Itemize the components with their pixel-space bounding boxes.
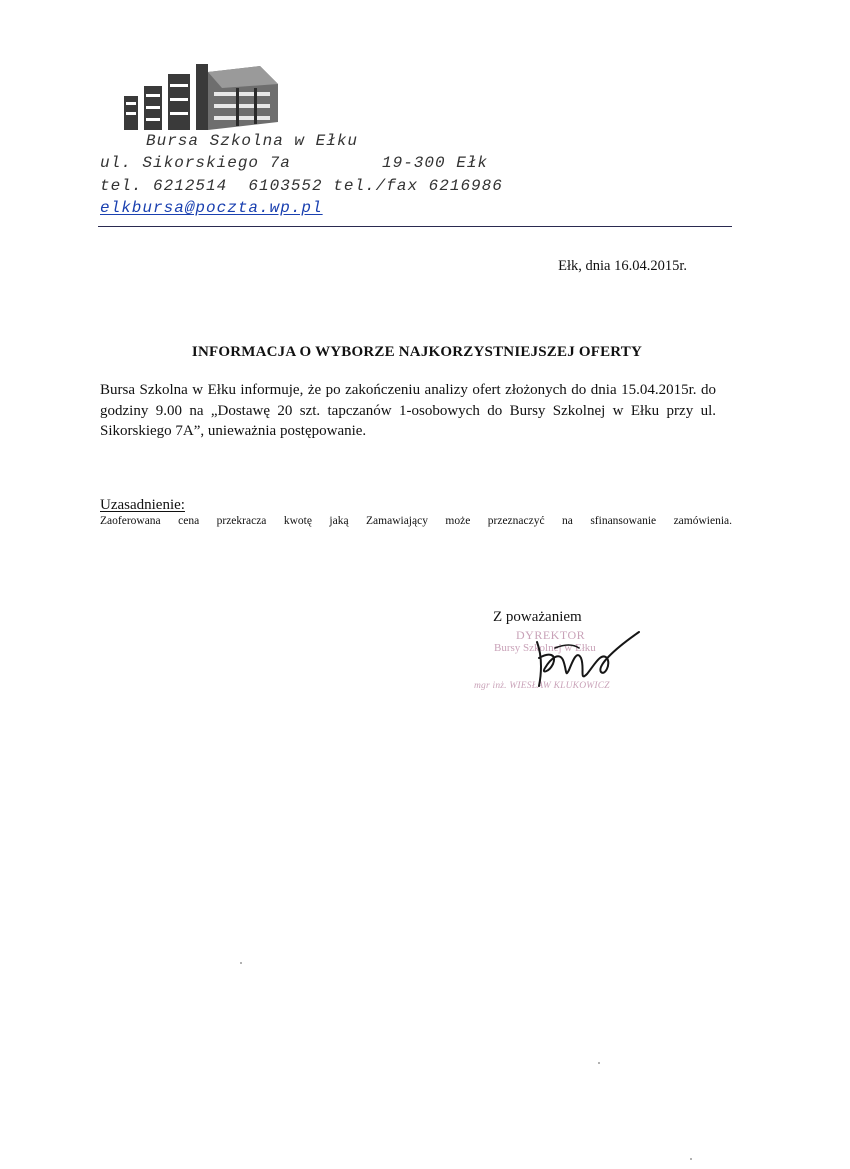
- justification-label: Uzasadnienie:: [100, 497, 185, 513]
- building-logo-icon: [122, 62, 278, 130]
- justification-text: Zaoferowana cena przekracza kwotę jaką Zamawiający może przeznaczyć na sfinansowanie zamówienia.: [100, 515, 732, 527]
- stamp-institution: Bursy Szkolnej w Ełku: [494, 642, 596, 654]
- header-divider: [98, 226, 732, 227]
- stamp-role: DYREKTOR: [516, 628, 586, 642]
- scan-speck: [598, 1062, 600, 1064]
- phone-numbers: tel. 6212514 6103552 tel./fax 6216986: [100, 177, 503, 195]
- document-title: INFORMACJA O WYBORZE NAJKORZYSTNIEJSZEJ OFERTY: [191, 344, 643, 360]
- institution-name: Bursa Szkolna w Ełku: [146, 132, 359, 150]
- scan-speck: [240, 962, 242, 964]
- stamp-name: mgr inż. WIESŁAW KLUKOWICZ: [474, 681, 610, 691]
- body-paragraph: Bursa Szkolna w Ełku informuje, że po zakończeniu analizy ofert złożonych do dnia 15.04.2015r. do godziny 9.00 na „Dostawę 20 szt. tapczanów 1-osobowych do Bursy Szkolnej w Ełku przy ul. Sikorskiego 7A”, unieważnia postępowanie.: [100, 382, 716, 439]
- street-address: ul. Sikorskiego 7a: [100, 154, 291, 172]
- closing-salutation: Z poważaniem: [493, 609, 582, 625]
- postal-code: 19-300 Ełk: [382, 154, 489, 172]
- scan-speck: [690, 1158, 692, 1160]
- date-line: Ełk, dnia 16.04.2015r.: [558, 258, 687, 274]
- handwritten-signature: [515, 628, 645, 690]
- email-link[interactable]: elkbursa@poczta.wp.pl: [100, 199, 323, 217]
